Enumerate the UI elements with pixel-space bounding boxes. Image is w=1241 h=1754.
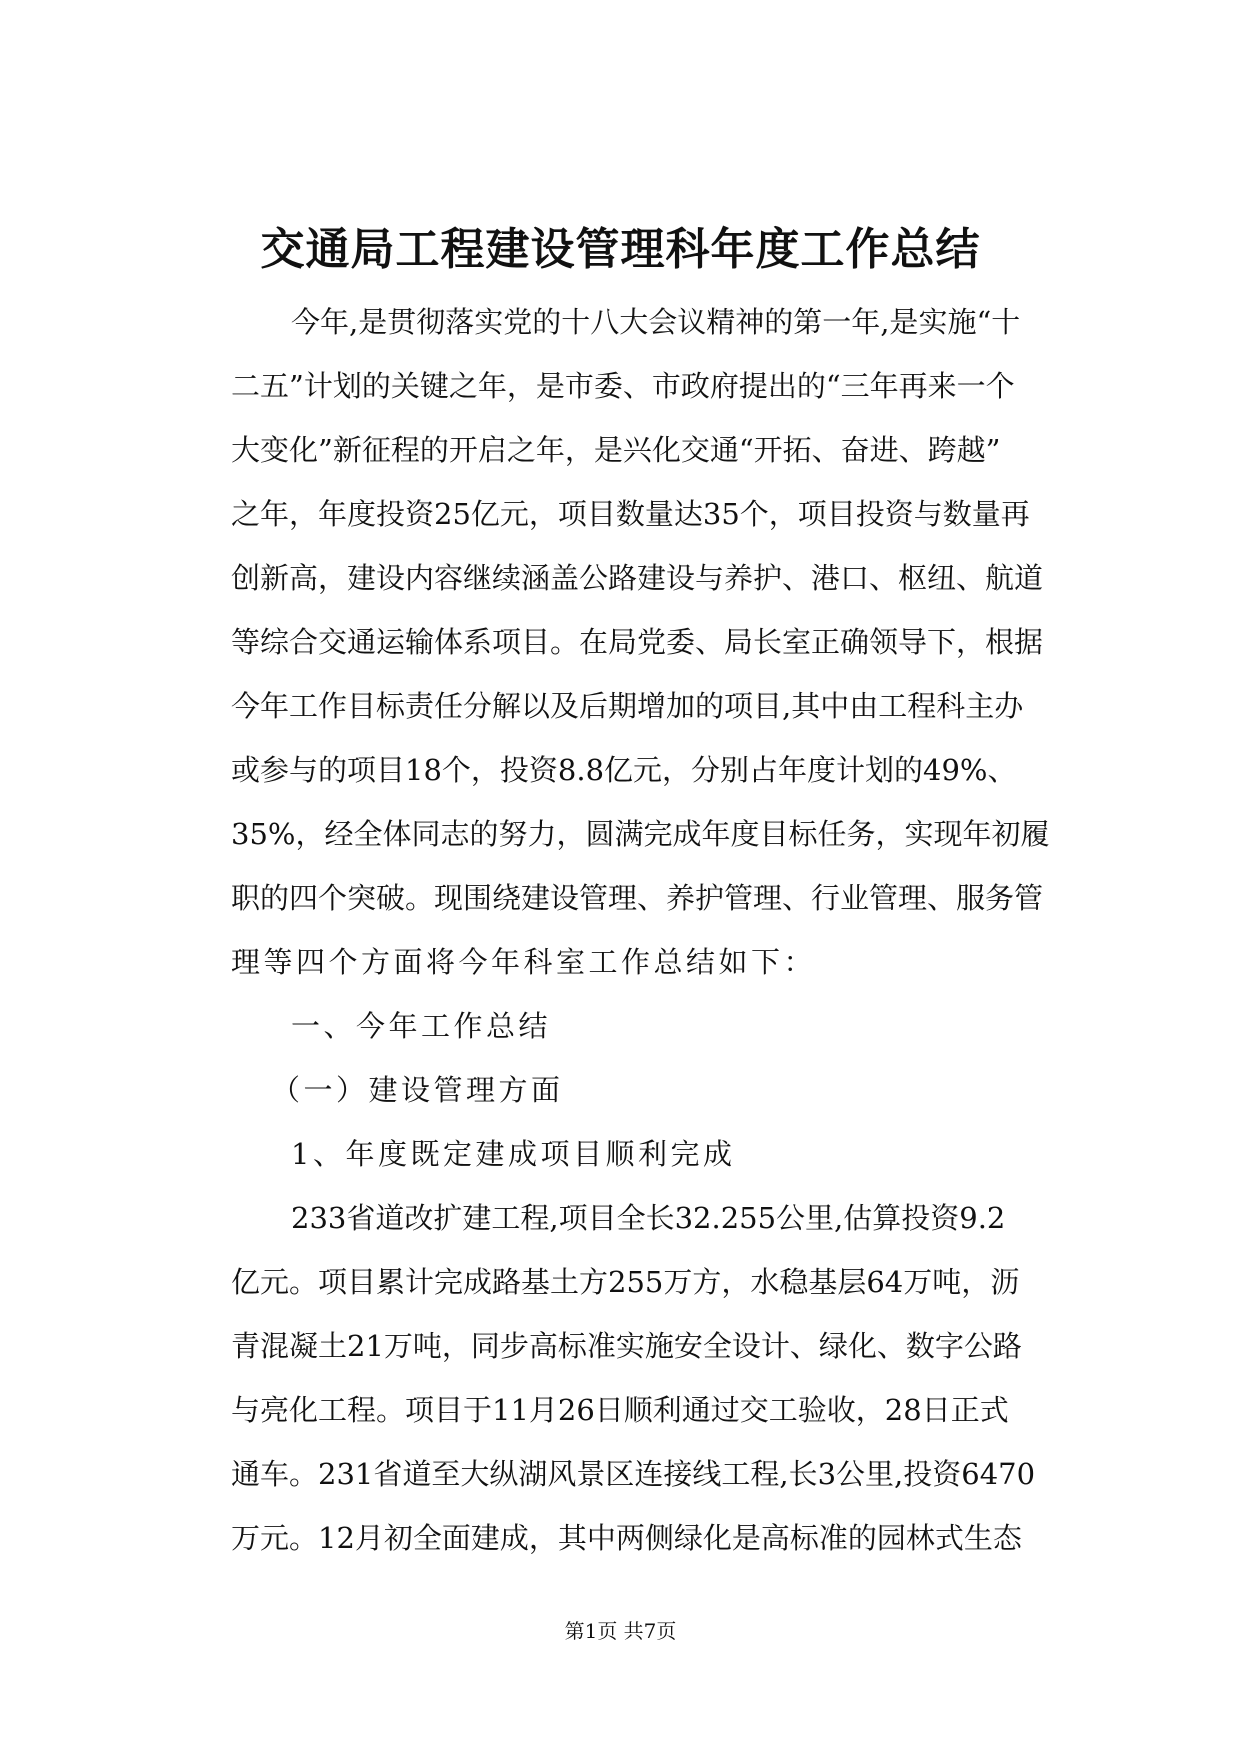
text-line-3: 大变化”新征程的开启之年，是兴化交通“开拓、奋进、跨越” [231, 433, 1001, 467]
page-number-footer: 第1页 共7页 [564, 1619, 677, 1643]
section-heading: 一、今年工作总结 [291, 1009, 552, 1043]
text-line-16: 亿元。项目累计完成路基土方255万方，水稳基层64万吨，沥 [231, 1265, 1020, 1299]
text-line-15: 233省道改扩建工程,项目全长32.255公里,估算投资9.2 [291, 1201, 1006, 1235]
text-line-17: 青混凝土21万吨，同步高标准实施安全设计、绿化、数字公路 [231, 1329, 1022, 1363]
text-line-20: 万元。12月初全面建成，其中两侧绿化是高标准的园林式生态 [231, 1521, 1022, 1555]
document-body [231, 290, 1081, 1570]
text-line-11: 理等四个方面将今年科室工作总结如下： [231, 945, 817, 979]
text-line-19: 通车。231省道至大纵湖风景区连接线工程,长3公里,投资6470 [231, 1457, 1036, 1491]
subsection-heading: （一）建设管理方面 [271, 1073, 564, 1107]
item-heading: 1、年度既定建成项目顺利完成 [291, 1137, 736, 1171]
text-line-2: 二五”计划的关键之年，是市委、市政府提出的“三年再来一个 [231, 369, 1015, 403]
text-line-1: 今年,是贯彻落实党的十八大会议精神的第一年,是实施“十 [291, 305, 1021, 339]
text-line-8: 或参与的项目18个，投资8.8亿元，分别占年度计划的49%、 [231, 753, 1017, 787]
text-line-5: 创新高，建设内容继续涵盖公路建设与养护、港口、枢纽、航道 [231, 561, 1044, 595]
text-line-6: 等综合交通运输体系项目。在局党委、局长室正确领导下，根据 [231, 625, 1044, 659]
text-line-7: 今年工作目标责任分解以及后期增加的项目,其中由工程科主办 [231, 689, 1024, 723]
text-line-9: 35%，经全体同志的努力，圆满完成年度目标任务，实现年初履 [231, 817, 1050, 851]
text-line-18: 与亮化工程。项目于11月26日顺利通过交工验收，28日正式 [231, 1393, 1009, 1427]
document-title: 交通局工程建设管理科年度工作总结 [260, 224, 981, 275]
text-line-10: 职的四个突破。现围绕建设管理、养护管理、行业管理、服务管 [231, 881, 1044, 915]
text-line-4: 之年，年度投资25亿元，项目数量达35个，项目投资与数量再 [231, 497, 1030, 531]
